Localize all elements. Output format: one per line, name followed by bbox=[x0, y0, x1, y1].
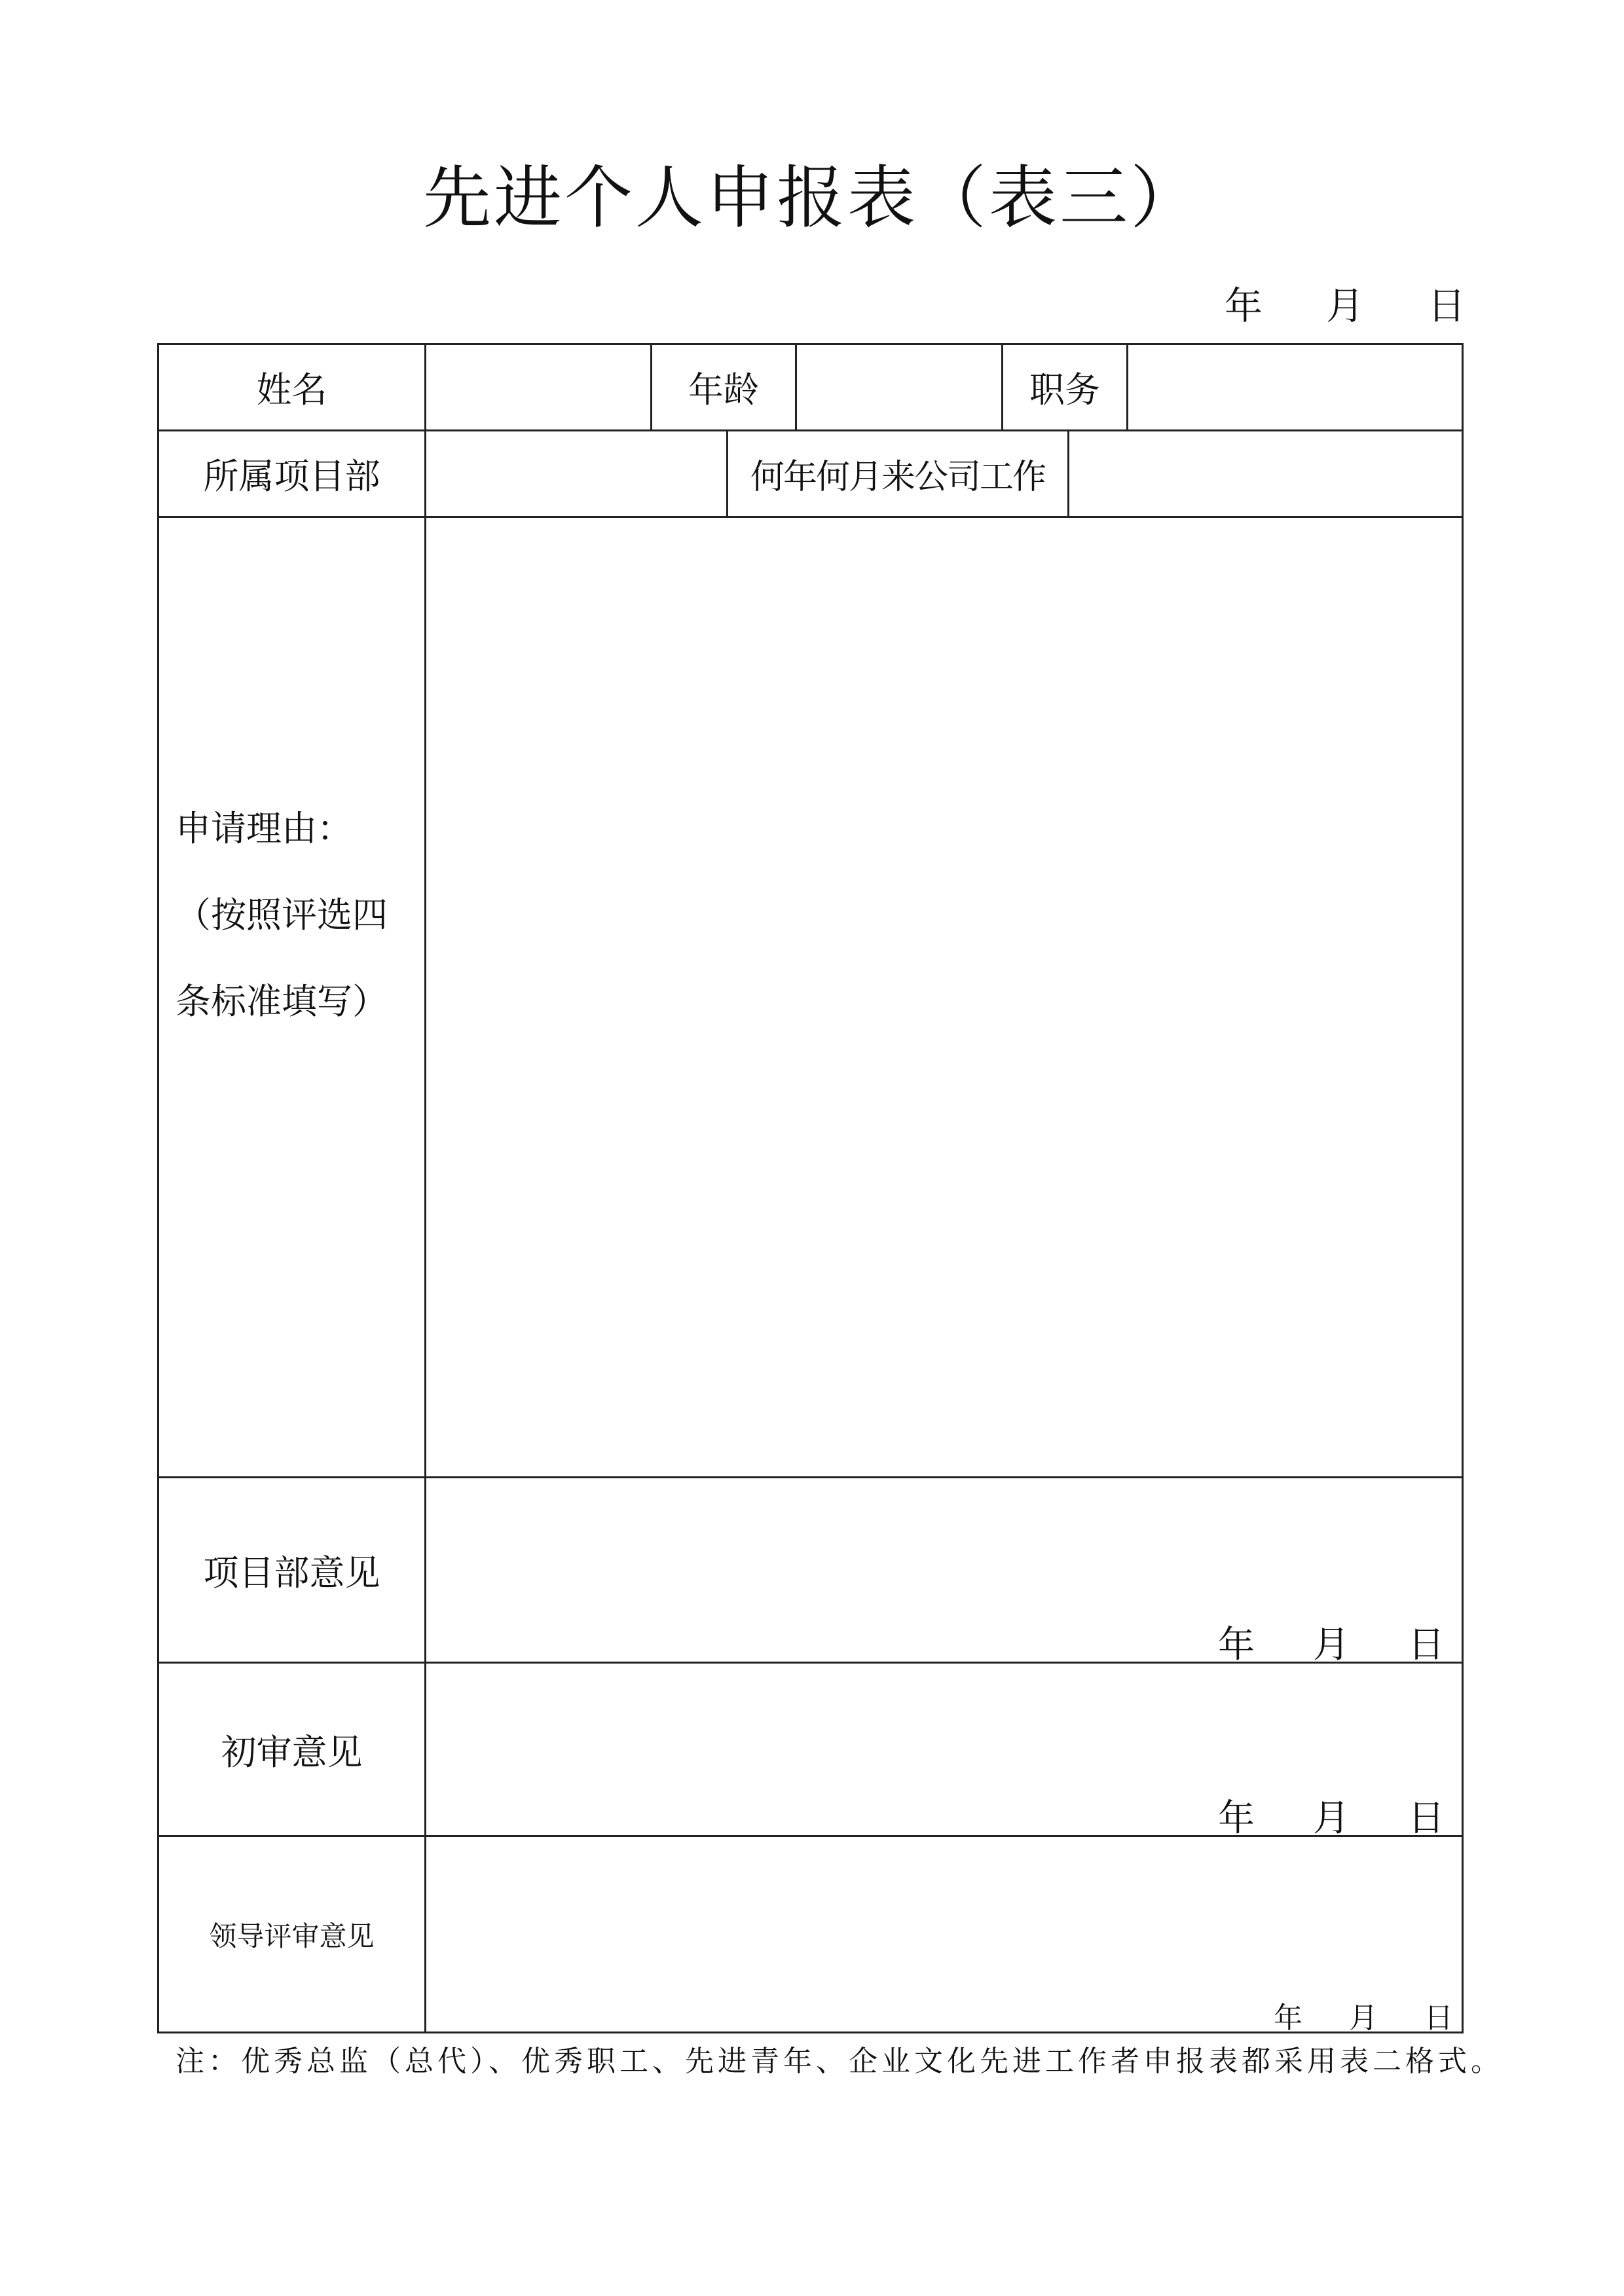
dept-opinion-month: 月 bbox=[1313, 1624, 1350, 1666]
initial-review-label: 初审意见 bbox=[221, 1731, 363, 1773]
header-date-month: 月 bbox=[1326, 283, 1365, 328]
header-date-day: 日 bbox=[1428, 283, 1466, 328]
initial-review-day: 日 bbox=[1408, 1797, 1445, 1840]
department-field[interactable] bbox=[426, 431, 726, 516]
join-date-field[interactable] bbox=[1069, 431, 1462, 516]
initial-review-month: 月 bbox=[1313, 1797, 1350, 1840]
header-date-year: 年 bbox=[1225, 283, 1263, 328]
position-field[interactable] bbox=[1128, 345, 1462, 429]
age-field[interactable] bbox=[797, 345, 1001, 429]
leader-review-day: 日 bbox=[1424, 2001, 1453, 2035]
reason-field[interactable] bbox=[426, 518, 1462, 1476]
age-label: 年龄 bbox=[688, 369, 759, 410]
leader-review-year: 年 bbox=[1274, 2001, 1302, 2035]
reason-label-line1: 申请理由： bbox=[175, 808, 352, 849]
reason-label-line3: 条标准填写） bbox=[175, 981, 388, 1022]
name-field[interactable] bbox=[426, 345, 650, 429]
footnote: 注：优秀总监（总代）、优秀职工、先进青年、企业文化先进工作者申报表都采用表二格式。 bbox=[175, 2045, 1504, 2078]
initial-review-date bbox=[1218, 1789, 1454, 1840]
name-label: 姓名 bbox=[256, 369, 327, 410]
leader-review-label: 领导评审意见 bbox=[209, 1920, 375, 1952]
leader-review-date bbox=[1274, 1994, 1457, 2035]
dept-opinion-year: 年 bbox=[1218, 1624, 1255, 1666]
dept-opinion-label: 项目部意见 bbox=[203, 1552, 380, 1594]
join-date-label: 何年何月来公司工作 bbox=[750, 458, 1045, 497]
position-label: 职务 bbox=[1029, 369, 1100, 410]
dept-opinion-day: 日 bbox=[1408, 1624, 1445, 1666]
initial-review-year: 年 bbox=[1218, 1797, 1255, 1840]
reason-label-line2: （按照评选四 bbox=[175, 894, 388, 936]
department-label: 所属项目部 bbox=[203, 456, 380, 497]
leader-review-month: 月 bbox=[1349, 2001, 1378, 2035]
reason-label bbox=[164, 786, 431, 1045]
dept-opinion-date bbox=[1218, 1616, 1454, 1666]
header-date bbox=[1192, 275, 1467, 327]
form-title: 先进个人申报表（表三） bbox=[422, 158, 1201, 238]
